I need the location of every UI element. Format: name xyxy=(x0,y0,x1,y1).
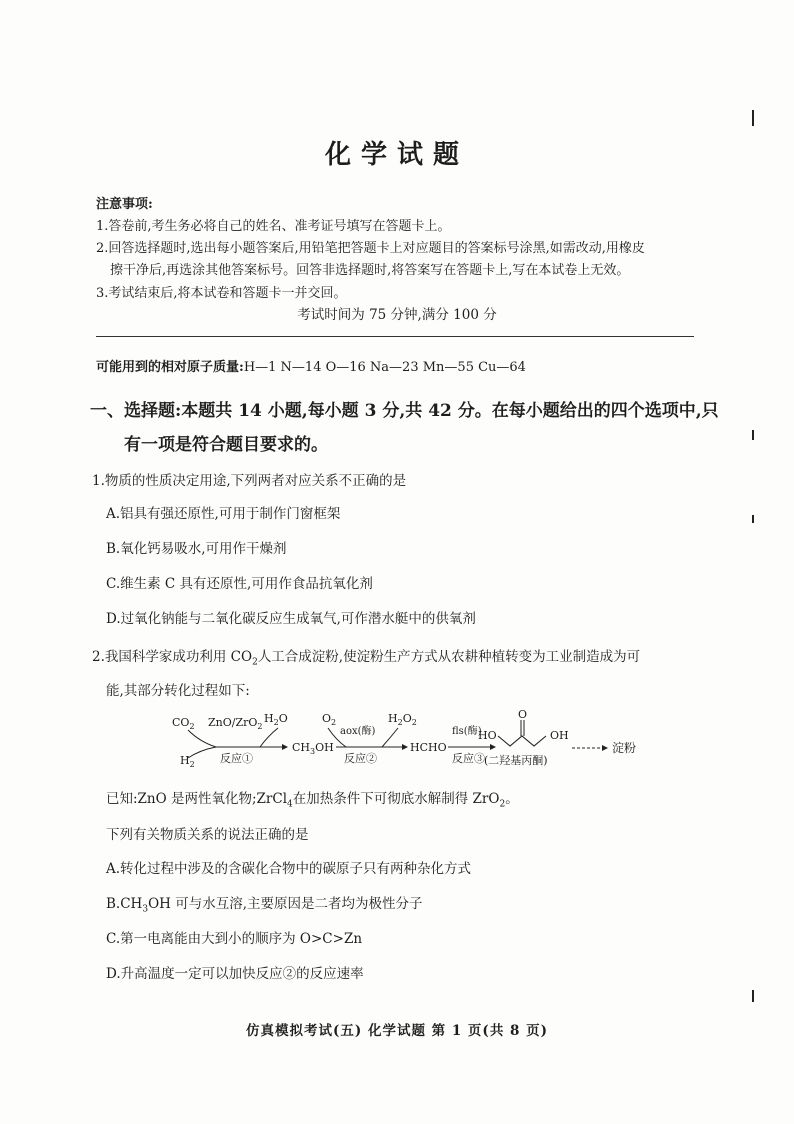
page-title: 化学试题 xyxy=(324,140,469,170)
section-heading-cont: 有一项是符合题目要求的。 xyxy=(124,435,328,455)
reaction-scheme xyxy=(160,708,680,772)
h2o-outlet-curve xyxy=(260,728,278,747)
notice-item-2-cont: 擦干净后,再选涂其他答案标号。回答非选择题时,将答案写在答题卡上,写在本试卷上无效。 xyxy=(110,263,630,278)
scan-mark xyxy=(752,430,754,440)
co2-formula: $CO_2$ xyxy=(172,716,195,731)
h2-inlet-curve xyxy=(188,747,216,758)
arrow-2-head xyxy=(402,744,408,750)
q2-option-b: $B.CH_3OH$ 可与水互溶,主要原因是二者均为极性分子 xyxy=(106,896,423,915)
co2-inlet-curve xyxy=(188,730,216,747)
scan-mark xyxy=(752,990,754,1002)
q2-option-a: A.转化过程中涉及的含碳化合物中的碳原子只有两种杂化方式 xyxy=(106,861,472,877)
notice-item-2: 2.回答选择题时,选出每小题答案后,用铅笔把答题卡上对应题目的答案标号涂黑,如需改动,用橡皮 xyxy=(96,241,645,256)
reaction-3-label: 反应③ xyxy=(452,752,485,765)
atomic-mass-label: 可能用到的相对原子质量: xyxy=(96,360,244,375)
dihydroxyacetone-name: (二羟基丙酮) xyxy=(484,754,548,767)
question-2-prompt: 下列有关物质关系的说法正确的是 xyxy=(106,827,309,843)
h2-formula: $H_2$ xyxy=(180,754,195,769)
formaldehyde-formula: HCHO xyxy=(410,741,447,754)
arrow-3-head xyxy=(490,744,496,750)
catalyst-1-label: ZnO/ZrO$_2$ xyxy=(208,716,263,731)
question-2-stem-cont: 能,其部分转化过程如下: xyxy=(106,683,250,699)
q2-option-d: D.升高温度一定可以加快反应②的反应速率 xyxy=(106,966,364,982)
notice-heading: 注意事项: xyxy=(96,197,153,212)
starch-label: 淀粉 xyxy=(612,741,637,755)
reaction-1-label: 反应① xyxy=(220,752,253,765)
arrow-1-head xyxy=(282,744,288,750)
q2-option-c: C.第一电离能由大到小的顺序为 O>C>Zn xyxy=(106,931,363,947)
structure-oh: OH xyxy=(550,729,569,742)
q1-option-d: D.过氧化钠能与二氧化碳反应生成氧气,可作潜水艇中的供氧剂 xyxy=(106,611,476,627)
question-1-stem: 1.物质的性质决定用途,下列两者对应关系不正确的是 xyxy=(92,473,407,489)
h2o2-byproduct: $H_2O_2$ xyxy=(388,712,417,727)
q1-option-a: A.铝具有强还原性,可用于制作门窗框架 xyxy=(106,506,341,522)
scan-mark xyxy=(752,110,754,126)
divider xyxy=(96,336,694,337)
notice-item-1: 1.答卷前,考生务必将自己的姓名、准考证号填写在答题卡上。 xyxy=(96,219,451,234)
atomic-mass-values: H—1 N—14 O—16 Na—23 Mn—55 Cu—64 xyxy=(243,360,526,375)
q1-option-c: C.维生素 C 具有还原性,可用作食品抗氧化剂 xyxy=(106,576,373,592)
exam-time: 考试时间为 75 分钟,满分 100 分 xyxy=(297,307,497,323)
aox-enzyme-label: aox(酶) xyxy=(340,726,376,737)
methanol-formula: $CH_3OH$ xyxy=(292,741,334,756)
notice-item-3: 3.考试结束后,将本试卷和答题卡一并交回。 xyxy=(96,286,347,301)
scan-mark xyxy=(752,515,754,523)
q1-option-b: B.氧化钙易吸水,可用作干燥剂 xyxy=(106,541,287,557)
reaction-2-label: 反应② xyxy=(344,752,377,765)
atomic-mass-line xyxy=(96,356,526,375)
h2o-byproduct: $H_2O$ xyxy=(264,712,288,727)
page-footer: 仿真模拟考试(五) 化学试题 第 1 页(共 8 页) xyxy=(245,1023,549,1039)
carbonyl-o: O xyxy=(518,708,528,721)
section-heading: 一、选择题:本题共 14 小题,每小题 3 分,共 42 分。在每小题给出的四个选项中,只 xyxy=(90,401,719,421)
dashed-arrow-head xyxy=(602,745,608,751)
o2-reagent: $O_2$ xyxy=(322,712,337,727)
structure-ho: HO xyxy=(478,729,497,742)
h2o2-outlet-curve xyxy=(382,728,398,747)
fls-enzyme-label: fls(酶) xyxy=(452,726,482,737)
known-info: 已知:ZnO 是两性氧化物;ZrCl$_4$在加热条件下可彻底水解制得 ZrO$_2$。 xyxy=(106,791,519,810)
question-2-stem: 2.我国科学家成功利用 $CO_2$人工合成淀粉,使淀粉生产方式从农耕种植转变为工业制造成为可 xyxy=(92,649,641,668)
dihydroxyacetone-skeleton xyxy=(498,736,546,746)
